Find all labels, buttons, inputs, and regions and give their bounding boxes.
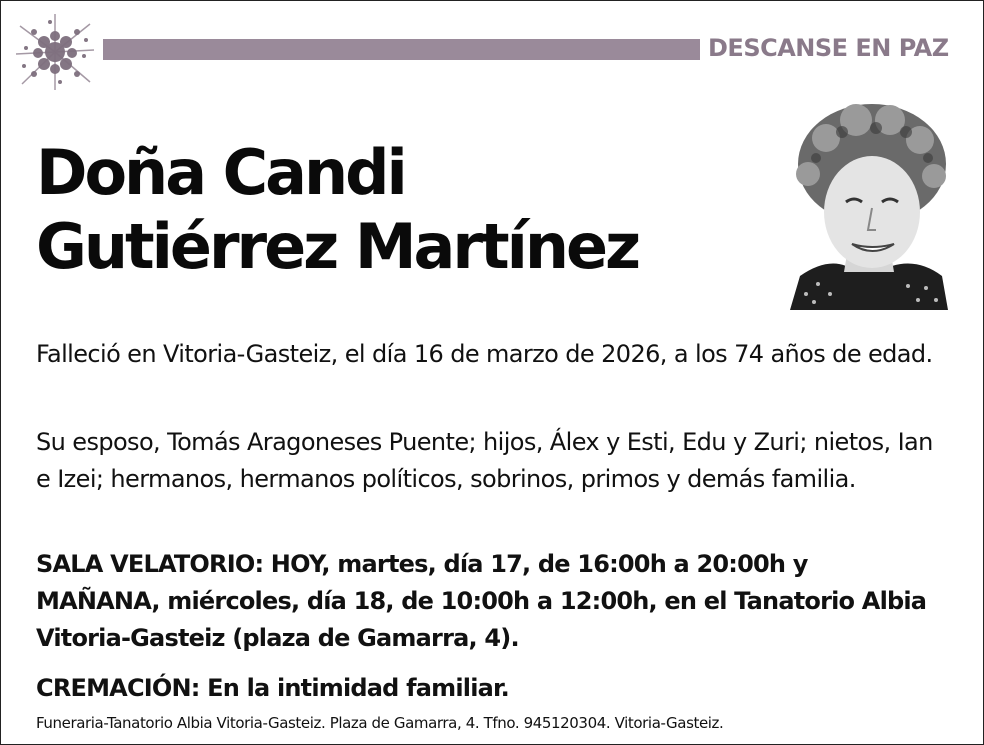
header-banner-text: DESCANSE EN PAZ — [708, 34, 949, 62]
portrait-photo — [786, 98, 952, 310]
name-line-2: Gutiérrez Martínez — [36, 210, 639, 283]
death-notice-paragraph: Falleció en Vitoria-Gasteiz, el día 16 de marzo de 2026, a los 74 años de edad. — [36, 340, 933, 368]
cremation-paragraph: CREMACIÓN: En la intimidad familiar. — [36, 674, 509, 702]
funeral-home-footer: Funeraria-Tanatorio Albia Vitoria-Gasteiz. Plaza de Gamarra, 4. Tfno. 945120304. Vitoria-Gasteiz. — [36, 714, 724, 732]
family-paragraph: Su esposo, Tomás Aragoneses Puente; hijos, Álex y Esti, Edu y Zuri; nietos, Ian e Izei; hermanos, hermanos políticos, sobrinos, primos y demás familia. — [36, 428, 933, 493]
header-bar — [103, 39, 700, 60]
flower-icon — [14, 12, 96, 92]
wake-paragraph: SALA VELATORIO: HOY, martes, día 17, de 16:00h a 20:00h y MAÑANA, miércoles, día 18, de 10:00h a 12:00h, en el Tanatorio Albia Vitoria-Gasteiz (plaza de Gamarra, 4). — [36, 550, 927, 652]
deceased-name — [36, 136, 638, 284]
name-line-1: Doña Candi — [36, 136, 405, 209]
